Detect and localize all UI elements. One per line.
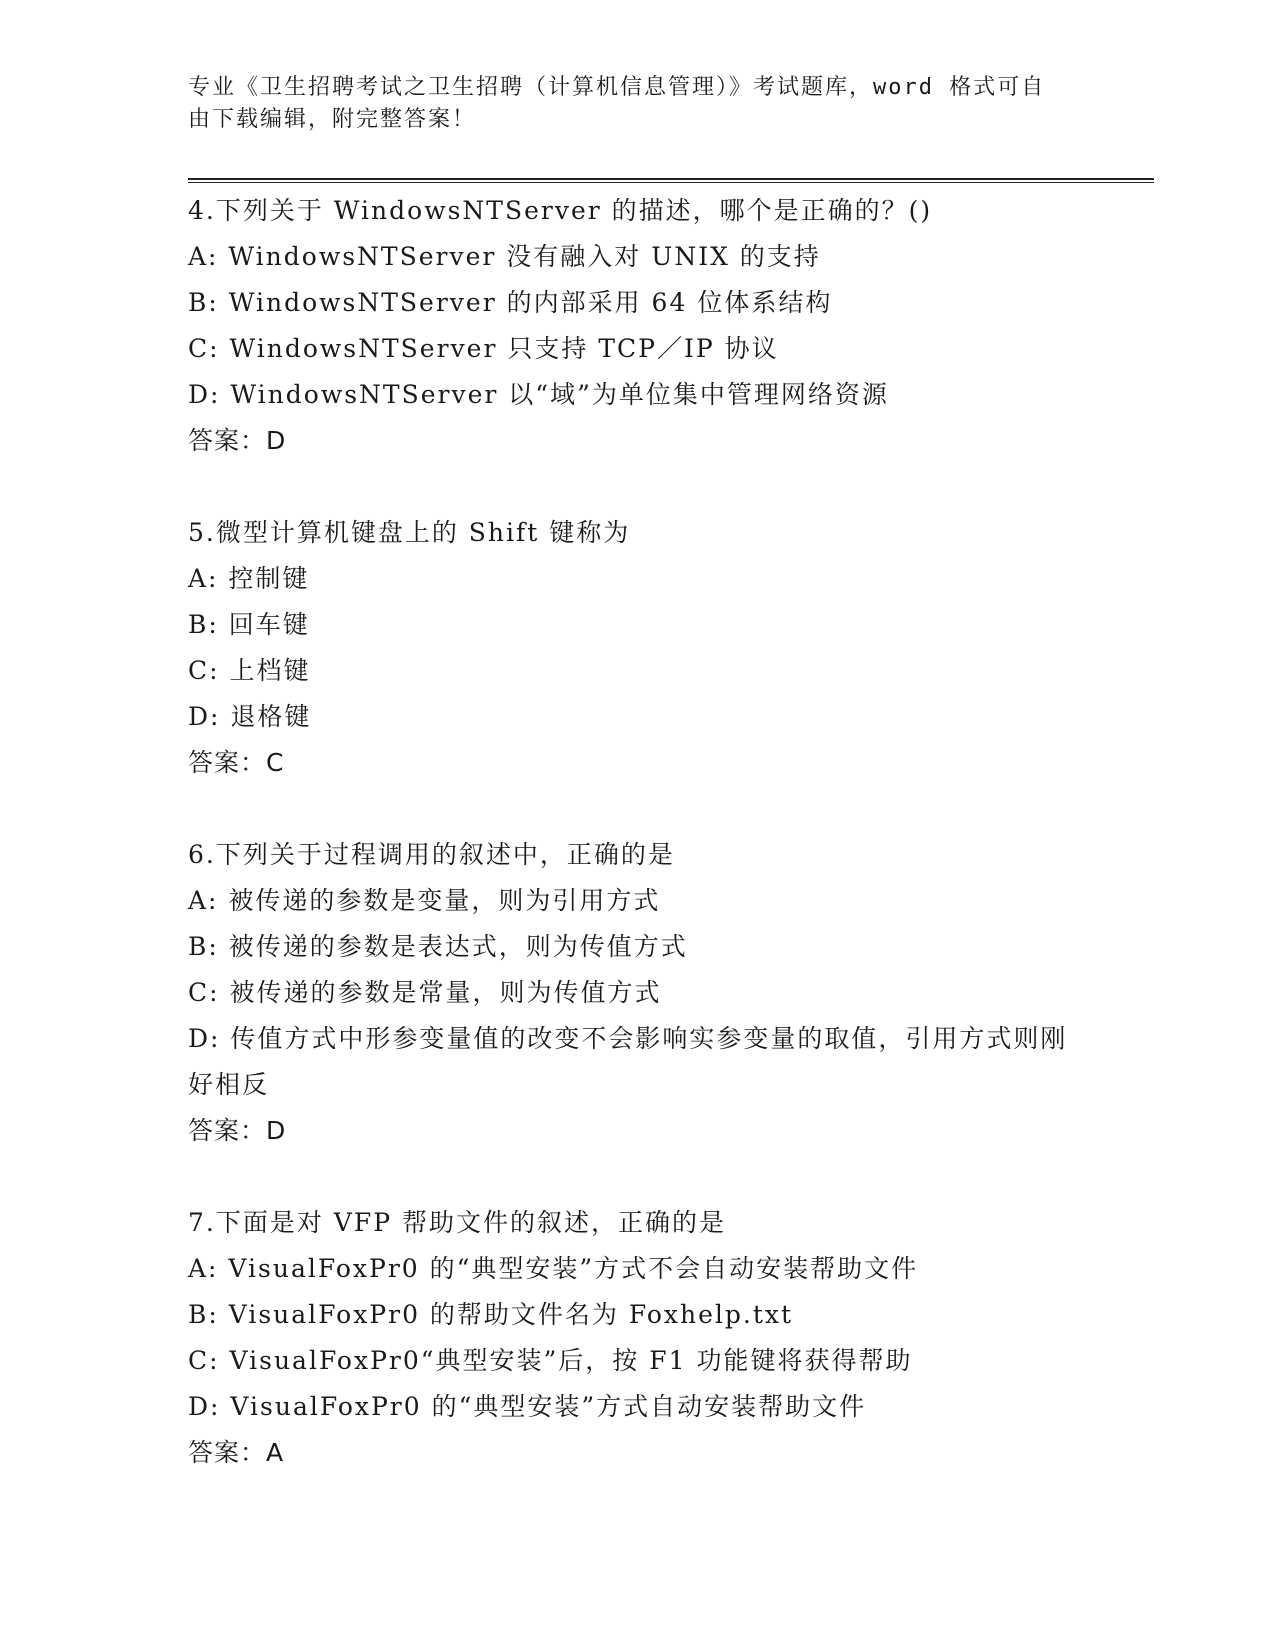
option-b: B: 被传递的参数是表达式，则为传值方式 xyxy=(188,932,688,961)
option-b: B: VisualFoxPr0 的帮助文件名为 Foxhelp.txt xyxy=(188,1300,794,1329)
question-stem: 5.微型计算机键盘上的 Shift 键称为 xyxy=(188,518,631,547)
option-b: B: 回车键 xyxy=(188,610,310,639)
question-stem: 4.下列关于 WindowsNTServer 的描述，哪个是正确的？() xyxy=(188,196,933,225)
option-d: D: WindowsNTServer 以“域”为单位集中管理网络资源 xyxy=(188,380,889,409)
question-stem: 7.下面是对 VFP 帮助文件的叙述，正确的是 xyxy=(188,1208,726,1237)
answer-line: 答案：D xyxy=(188,426,287,455)
question-5 xyxy=(188,510,1088,786)
document-intro: 专业《卫生招聘考试之卫生招聘（计算机信息管理）》考试题库，word 格式可自由下载编辑，附完整答案！ xyxy=(188,75,1046,132)
answer-line: 答案：A xyxy=(188,1438,285,1467)
question-stem: 6.下列关于过程调用的叙述中，正确的是 xyxy=(188,840,675,869)
option-a: A: 控制键 xyxy=(188,564,310,593)
option-d: D: 退格键 xyxy=(188,702,312,731)
option-b: B: WindowsNTServer 的内部采用 64 位体系结构 xyxy=(188,288,833,317)
option-c: C: WindowsNTServer 只支持 TCP／IP 协议 xyxy=(188,334,779,363)
option-c: C: VisualFoxPr0“典型安装”后，按 F1 功能键将获得帮助 xyxy=(188,1346,913,1375)
option-a: A: WindowsNTServer 没有融入对 UNIX 的支持 xyxy=(188,242,821,271)
option-a: A: 被传递的参数是变量，则为引用方式 xyxy=(188,886,661,915)
option-a: A: VisualFoxPr0 的“典型安装”方式不会自动安装帮助文件 xyxy=(188,1254,919,1283)
question-7 xyxy=(188,1200,1088,1476)
question-6 xyxy=(188,832,1088,1154)
question-4 xyxy=(188,188,1088,464)
question-list xyxy=(188,188,1088,1522)
header-divider xyxy=(188,178,1154,183)
option-d: D: 传值方式中形参变量值的改变不会影响实参变量的取值，引用方式则刚好相反 xyxy=(188,1024,1068,1099)
answer-line: 答案：D xyxy=(188,1116,287,1145)
option-c: C: 上档键 xyxy=(188,656,311,685)
option-d: D: VisualFoxPr0 的“典型安装”方式自动安装帮助文件 xyxy=(188,1392,867,1421)
answer-line: 答案：C xyxy=(188,748,285,777)
option-c: C: 被传递的参数是常量，则为传值方式 xyxy=(188,978,662,1007)
